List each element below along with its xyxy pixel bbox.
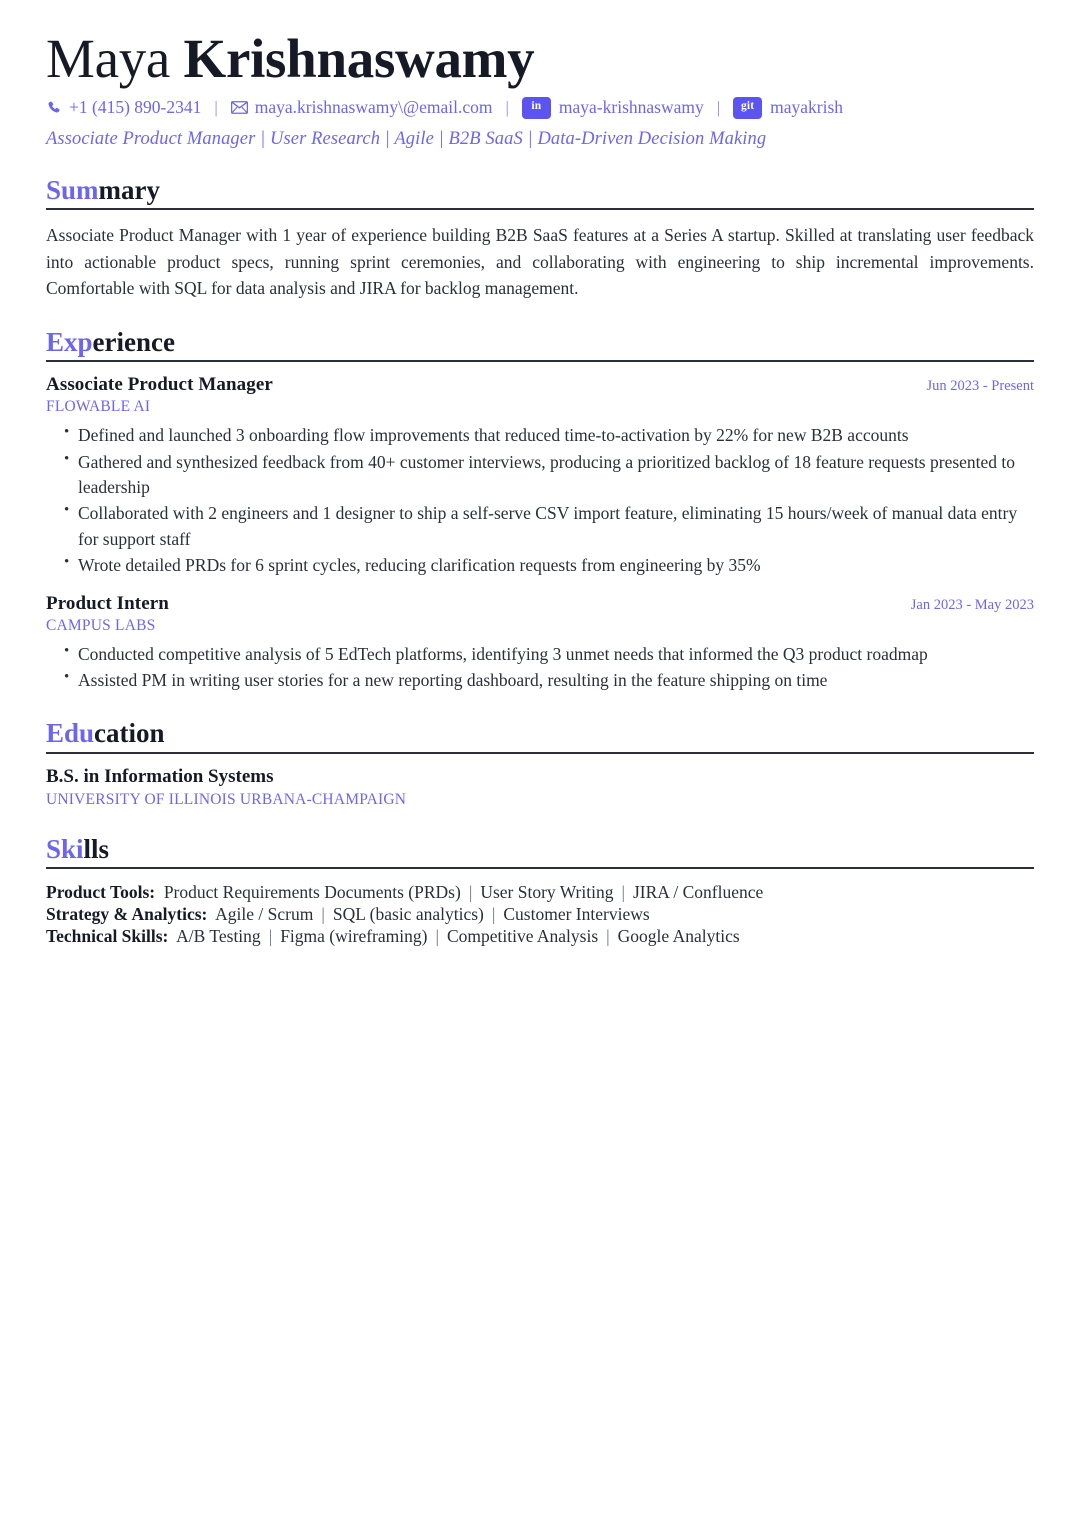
contact-item-envelope[interactable]	[231, 96, 493, 119]
contact-item-phone[interactable]	[46, 96, 201, 119]
section-title-rest: mary	[98, 175, 161, 206]
skill-item: A/B Testing	[176, 926, 261, 947]
education-list	[46, 766, 1034, 809]
job-bullet-list	[46, 642, 1034, 694]
skill-separator: |	[468, 881, 473, 902]
section-divider	[46, 208, 1034, 210]
section-education	[46, 718, 1034, 808]
job-dates: Jun 2023 - Present	[926, 378, 1034, 395]
skill-item: Product Requirements Documents (PRDs)	[163, 881, 461, 902]
skill-item: User Story Writing	[480, 881, 614, 902]
company-name: FLOWABLE AI	[46, 398, 151, 416]
job-bullet: • Assisted PM in writing user stories for a new reporting dashboard, resulting in the feature shipping on time	[64, 668, 1034, 693]
skill-separator: |	[606, 926, 610, 947]
section-title-rest: cation	[94, 718, 165, 749]
job-bullet: • Wrote detailed PRDs for 6 sprint cycles, reducing clarification requests from engineering by 35%	[64, 553, 1034, 578]
job-title: Associate Product Manager	[46, 374, 273, 396]
skill-separator: |	[491, 903, 496, 924]
section-title-accent: Exp	[46, 327, 93, 358]
github-icon: git	[733, 97, 762, 119]
job-bullet: • Gathered and synthesized feedback from 40+ customer interviews, producing a prioritized backlog of 18 feature requests presented to leadership	[64, 450, 1034, 501]
experience-entry-header	[46, 374, 1034, 396]
contact-text: +1 (415) 890-2341	[69, 97, 202, 118]
linkedin-icon: in	[522, 97, 551, 119]
skill-category-label: Technical Skills:	[46, 926, 169, 947]
education-entry	[46, 766, 1034, 809]
skill-item: Agile / Scrum	[215, 903, 314, 924]
section-skills	[46, 834, 1034, 948]
job-bullet: • Conducted competitive analysis of 5 EdTech platforms, identifying 3 unmet needs that informed the Q3 product roadmap	[64, 642, 1034, 667]
contact-line	[46, 96, 1034, 119]
phone-icon	[46, 100, 62, 116]
headline-tagline: Associate Product Manager | User Research | Agile | B2B SaaS | Data-Driven Decision Making	[46, 129, 767, 150]
experience-list	[46, 374, 1034, 693]
contact-text: maya.krishnaswamy\@email.com	[254, 97, 493, 118]
contact-text: maya-krishnaswamy	[558, 97, 704, 118]
section-divider	[46, 752, 1034, 754]
job-title: Product Intern	[46, 592, 169, 614]
section-title-summary	[46, 175, 1034, 208]
first-name: Maya	[46, 28, 184, 89]
skill-separator: |	[435, 926, 439, 947]
section-summary	[46, 175, 1034, 302]
last-name: Krishnaswamy	[183, 28, 535, 89]
experience-entry-header	[46, 593, 1034, 615]
contact-separator: |	[505, 97, 509, 117]
skill-item: Figma (wireframing)	[280, 926, 428, 947]
job-bullet: • Defined and launched 3 onboarding flow improvements that reduced time-to-activation by 22% for new B2B accounts	[64, 423, 1034, 448]
section-title-accent: Ski	[46, 833, 84, 864]
skill-items	[155, 882, 763, 902]
skill-row	[46, 903, 1034, 925]
candidate-name	[46, 30, 1034, 88]
skill-category-label: Strategy & Analytics:	[46, 903, 208, 924]
skill-items	[207, 904, 649, 924]
skill-item: SQL (basic analytics)	[332, 903, 484, 924]
contact-separator: |	[214, 97, 218, 117]
skill-item: Competitive Analysis	[446, 926, 599, 947]
section-title-rest: lls	[83, 833, 110, 864]
resume-header	[46, 30, 1034, 150]
section-title-education	[46, 718, 1034, 751]
skill-item: Customer Interviews	[503, 903, 650, 924]
summary-body: Associate Product Manager with 1 year of experience building B2B SaaS features at a Series A startup. Skilled at translating user feedback into actionable product specs, running sprint ceremonies, and collaborating with engineering to ship incremental improvements. Comfortable with SQL for data analysis and JIRA for backlog management.	[46, 225, 1034, 299]
contact-item-linkedin[interactable]	[522, 96, 704, 119]
experience-entry	[46, 593, 1034, 694]
skill-row	[46, 881, 1034, 903]
skill-separator: |	[621, 881, 625, 902]
skill-category-label: Product Tools:	[46, 881, 156, 902]
skill-item: JIRA / Confluence	[632, 881, 764, 902]
skill-separator: |	[268, 926, 273, 947]
job-dates: Jan 2023 - May 2023	[910, 596, 1034, 613]
skill-row	[46, 925, 1034, 947]
section-title-rest: erience	[92, 327, 175, 358]
skill-separator: |	[321, 903, 325, 924]
section-title-experience	[46, 327, 1034, 360]
section-experience	[46, 327, 1034, 693]
job-bullet: • Collaborated with 2 engineers and 1 designer to ship a self-serve CSV import feature, eliminating 15 hours/week of manual data entry for support staff	[64, 501, 1034, 552]
job-bullet-list	[46, 423, 1034, 578]
skill-items	[168, 926, 739, 946]
envelope-icon	[231, 101, 248, 114]
section-title-accent: Sum	[46, 175, 99, 206]
degree-title: B.S. in Information Systems	[46, 765, 274, 787]
section-divider	[46, 360, 1034, 362]
section-title-accent: Edu	[46, 718, 95, 749]
skill-item: Google Analytics	[617, 926, 740, 947]
section-divider	[46, 867, 1034, 869]
school-name: UNIVERSITY OF ILLINOIS URBANA-CHAMPAIGN	[46, 790, 407, 808]
experience-entry	[46, 374, 1034, 578]
skills-list	[46, 881, 1034, 948]
contact-separator: |	[716, 97, 721, 117]
company-name: CAMPUS LABS	[46, 616, 156, 634]
contact-text: mayakrish	[770, 97, 844, 118]
section-title-skills	[46, 834, 1034, 867]
contact-item-github[interactable]	[733, 96, 843, 119]
